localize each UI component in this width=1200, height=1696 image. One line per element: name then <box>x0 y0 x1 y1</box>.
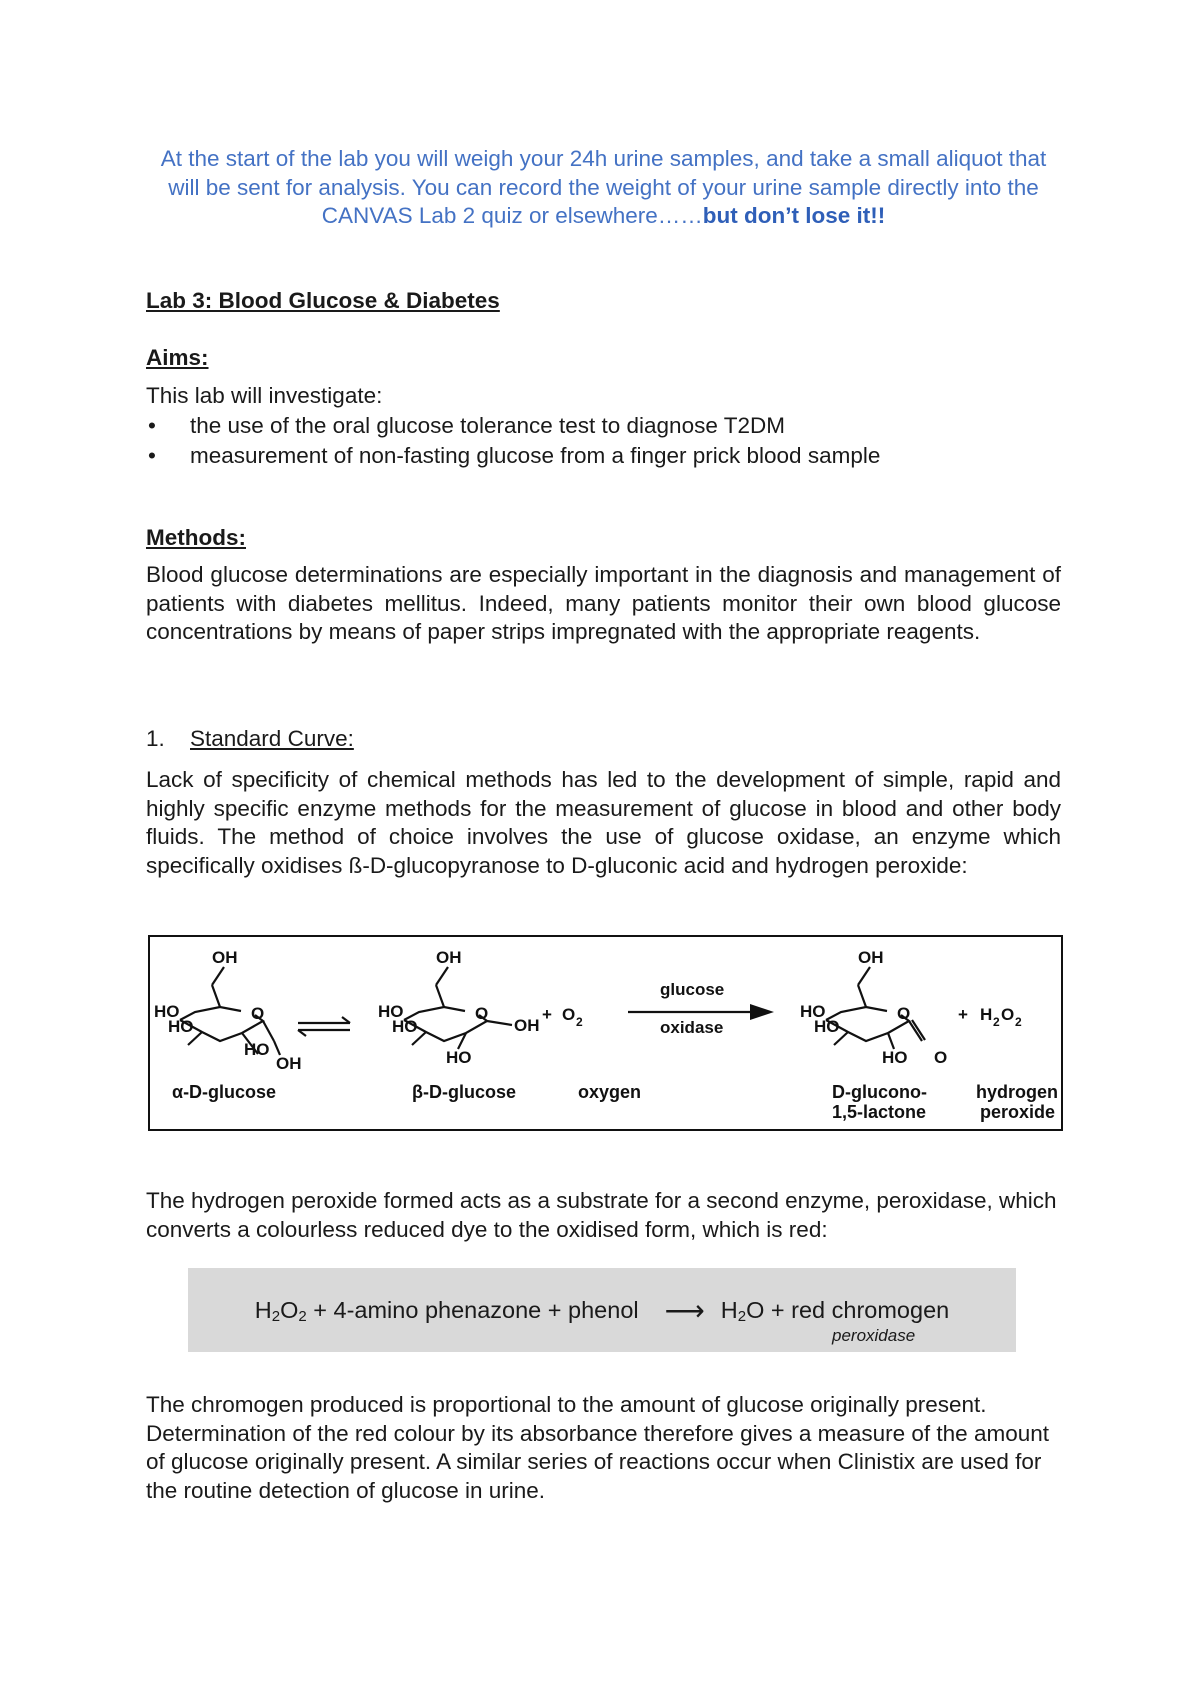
glucose-oxidase-reaction-scheme <box>148 935 1063 1131</box>
beta-ho-label-1: HO <box>378 1002 404 1021</box>
lab-title: Lab 3: Blood Glucose & Diabetes <box>146 288 500 313</box>
h2o2-caption-line-2: peroxide <box>980 1102 1056 1122</box>
lactone-ho-label-3: HO <box>882 1048 908 1067</box>
eq-o: O <box>746 1297 765 1323</box>
alpha-ho-label-1: HO <box>154 1002 180 1021</box>
aims-item-text: measurement of non-fasting glucose from a finger prick blood sample <box>190 443 881 468</box>
eq-products: + red chromogen <box>764 1297 950 1323</box>
beta-oh-label: OH <box>436 948 462 967</box>
eq-sub: 2 <box>737 1308 747 1325</box>
lactone-caption-line-1: D-glucono- <box>832 1082 927 1102</box>
urine-sample-note-emphasis: but don’t lose it!! <box>702 203 886 228</box>
alpha-oh-label: OH <box>212 948 238 967</box>
oxygen-formula: O <box>562 1005 576 1024</box>
alpha-ho-label-2: HO <box>168 1017 194 1036</box>
plus-sign-1: + <box>542 1005 552 1024</box>
beta-ho-label-2: HO <box>392 1017 418 1036</box>
alpha-anomeric-oh-label: OH <box>276 1054 302 1073</box>
lactone-ho-label-1: HO <box>800 1002 826 1021</box>
h2o2-h-subscript: 2 <box>993 1015 1000 1029</box>
aims-item-text: the use of the oral glucose tolerance test to diagnose T2DM <box>190 413 785 438</box>
lactone-ring-o-label: O <box>897 1004 911 1023</box>
aims-list <box>146 411 880 471</box>
arrow-icon: ⟶ <box>664 1295 705 1326</box>
aims-intro: This lab will investigate: <box>146 383 383 408</box>
aims-list-item <box>146 411 880 441</box>
eq-o: O <box>280 1297 299 1323</box>
eq-h: H <box>254 1297 272 1323</box>
methods-paragraph: Blood glucose determinations are especially important in the diagnosis and management of patients with diabetes mellitus. Indeed, many patients monitor their own blood glucose concentrations by means of paper strips impregnated with the appropriate reagents. <box>146 562 1061 644</box>
beta-anomeric-oh-label: OH <box>514 1016 540 1035</box>
bullet-icon: • <box>148 443 156 468</box>
eq-enzyme-label: peroxidase <box>832 1326 916 1345</box>
alpha-ho-label-3: HO <box>244 1040 270 1059</box>
h2o2-caption-line-1: hydrogen <box>976 1082 1059 1102</box>
h2o2-h-label: H <box>980 1005 993 1024</box>
h2o2-o-label: O <box>1001 1005 1015 1024</box>
chromogen-paragraph: The chromogen produced is proportional to the amount of glucose originally present. Determination of the red colour by its absorbance therefore gives a measure of the amount of glucose originally present. A similar series of reactions occur when Clinistix are used for the routine detection of glucose in urine. <box>146 1392 1049 1503</box>
reaction-diagram <box>150 937 1060 1128</box>
urine-sample-note-text: At the start of the lab you will weigh your 24h urine samples, and take a small aliquot that will be sent for analysis. You can record the weight of your urine sample directly into the CANVAS Lab 2 quiz or elsewhere…… <box>160 146 1047 228</box>
enzyme-label-glucose: glucose <box>660 980 725 999</box>
oxygen-caption: oxygen <box>578 1082 642 1102</box>
alpha-ring-o-label: O <box>251 1004 265 1023</box>
peroxidase-paragraph: The hydrogen peroxide formed acts as a substrate for a second enzyme, peroxidase, which converts a colourless reduced dye to the oxidised form, which is red: <box>146 1188 1057 1242</box>
h2o2-o-subscript: 2 <box>1015 1015 1022 1029</box>
beta-d-glucose-caption: β-D-glucose <box>412 1082 516 1102</box>
aims-heading: Aims: <box>146 345 209 370</box>
lactone-caption-line-2: 1,5-lactone <box>832 1102 927 1122</box>
lactone-carbonyl-o-label: O <box>934 1048 948 1067</box>
section-number: 1. <box>146 726 165 751</box>
beta-ring-o-label: O <box>475 1004 489 1023</box>
urine-sample-note <box>146 145 1061 231</box>
aims-list-item <box>146 441 880 471</box>
eq-reactants: + 4-amino phenazone + phenol <box>306 1297 639 1323</box>
eq-sub: 2 <box>271 1308 281 1325</box>
eq-h: H <box>720 1297 738 1323</box>
beta-ho-label-3: HO <box>446 1048 472 1067</box>
lactone-ho-label-2: HO <box>814 1017 840 1036</box>
peroxidase-equation <box>188 1294 1016 1327</box>
oxygen-subscript: 2 <box>576 1015 583 1029</box>
bullet-icon: • <box>148 413 156 438</box>
peroxidase-equation-box <box>188 1268 1016 1352</box>
plus-sign-2: + <box>958 1005 968 1024</box>
section-title: Standard Curve: <box>190 726 354 751</box>
standard-curve-paragraph: Lack of specificity of chemical methods has led to the development of simple, rapid and highly specific enzyme methods for the measurement of glucose in blood and other body fluids. The method of choice involves the use of glucose oxidase, an enzyme which specifically oxidises ß-D-glucopyranose to D-gluconic acid and hydrogen peroxide: <box>146 767 1061 878</box>
enzyme-label-oxidase: oxidase <box>660 1018 724 1037</box>
eq-sub: 2 <box>298 1308 307 1325</box>
methods-heading: Methods: <box>146 525 246 550</box>
standard-curve-heading <box>146 726 354 752</box>
lactone-oh-label: OH <box>858 948 884 967</box>
alpha-d-glucose-caption: α-D-glucose <box>172 1082 277 1102</box>
